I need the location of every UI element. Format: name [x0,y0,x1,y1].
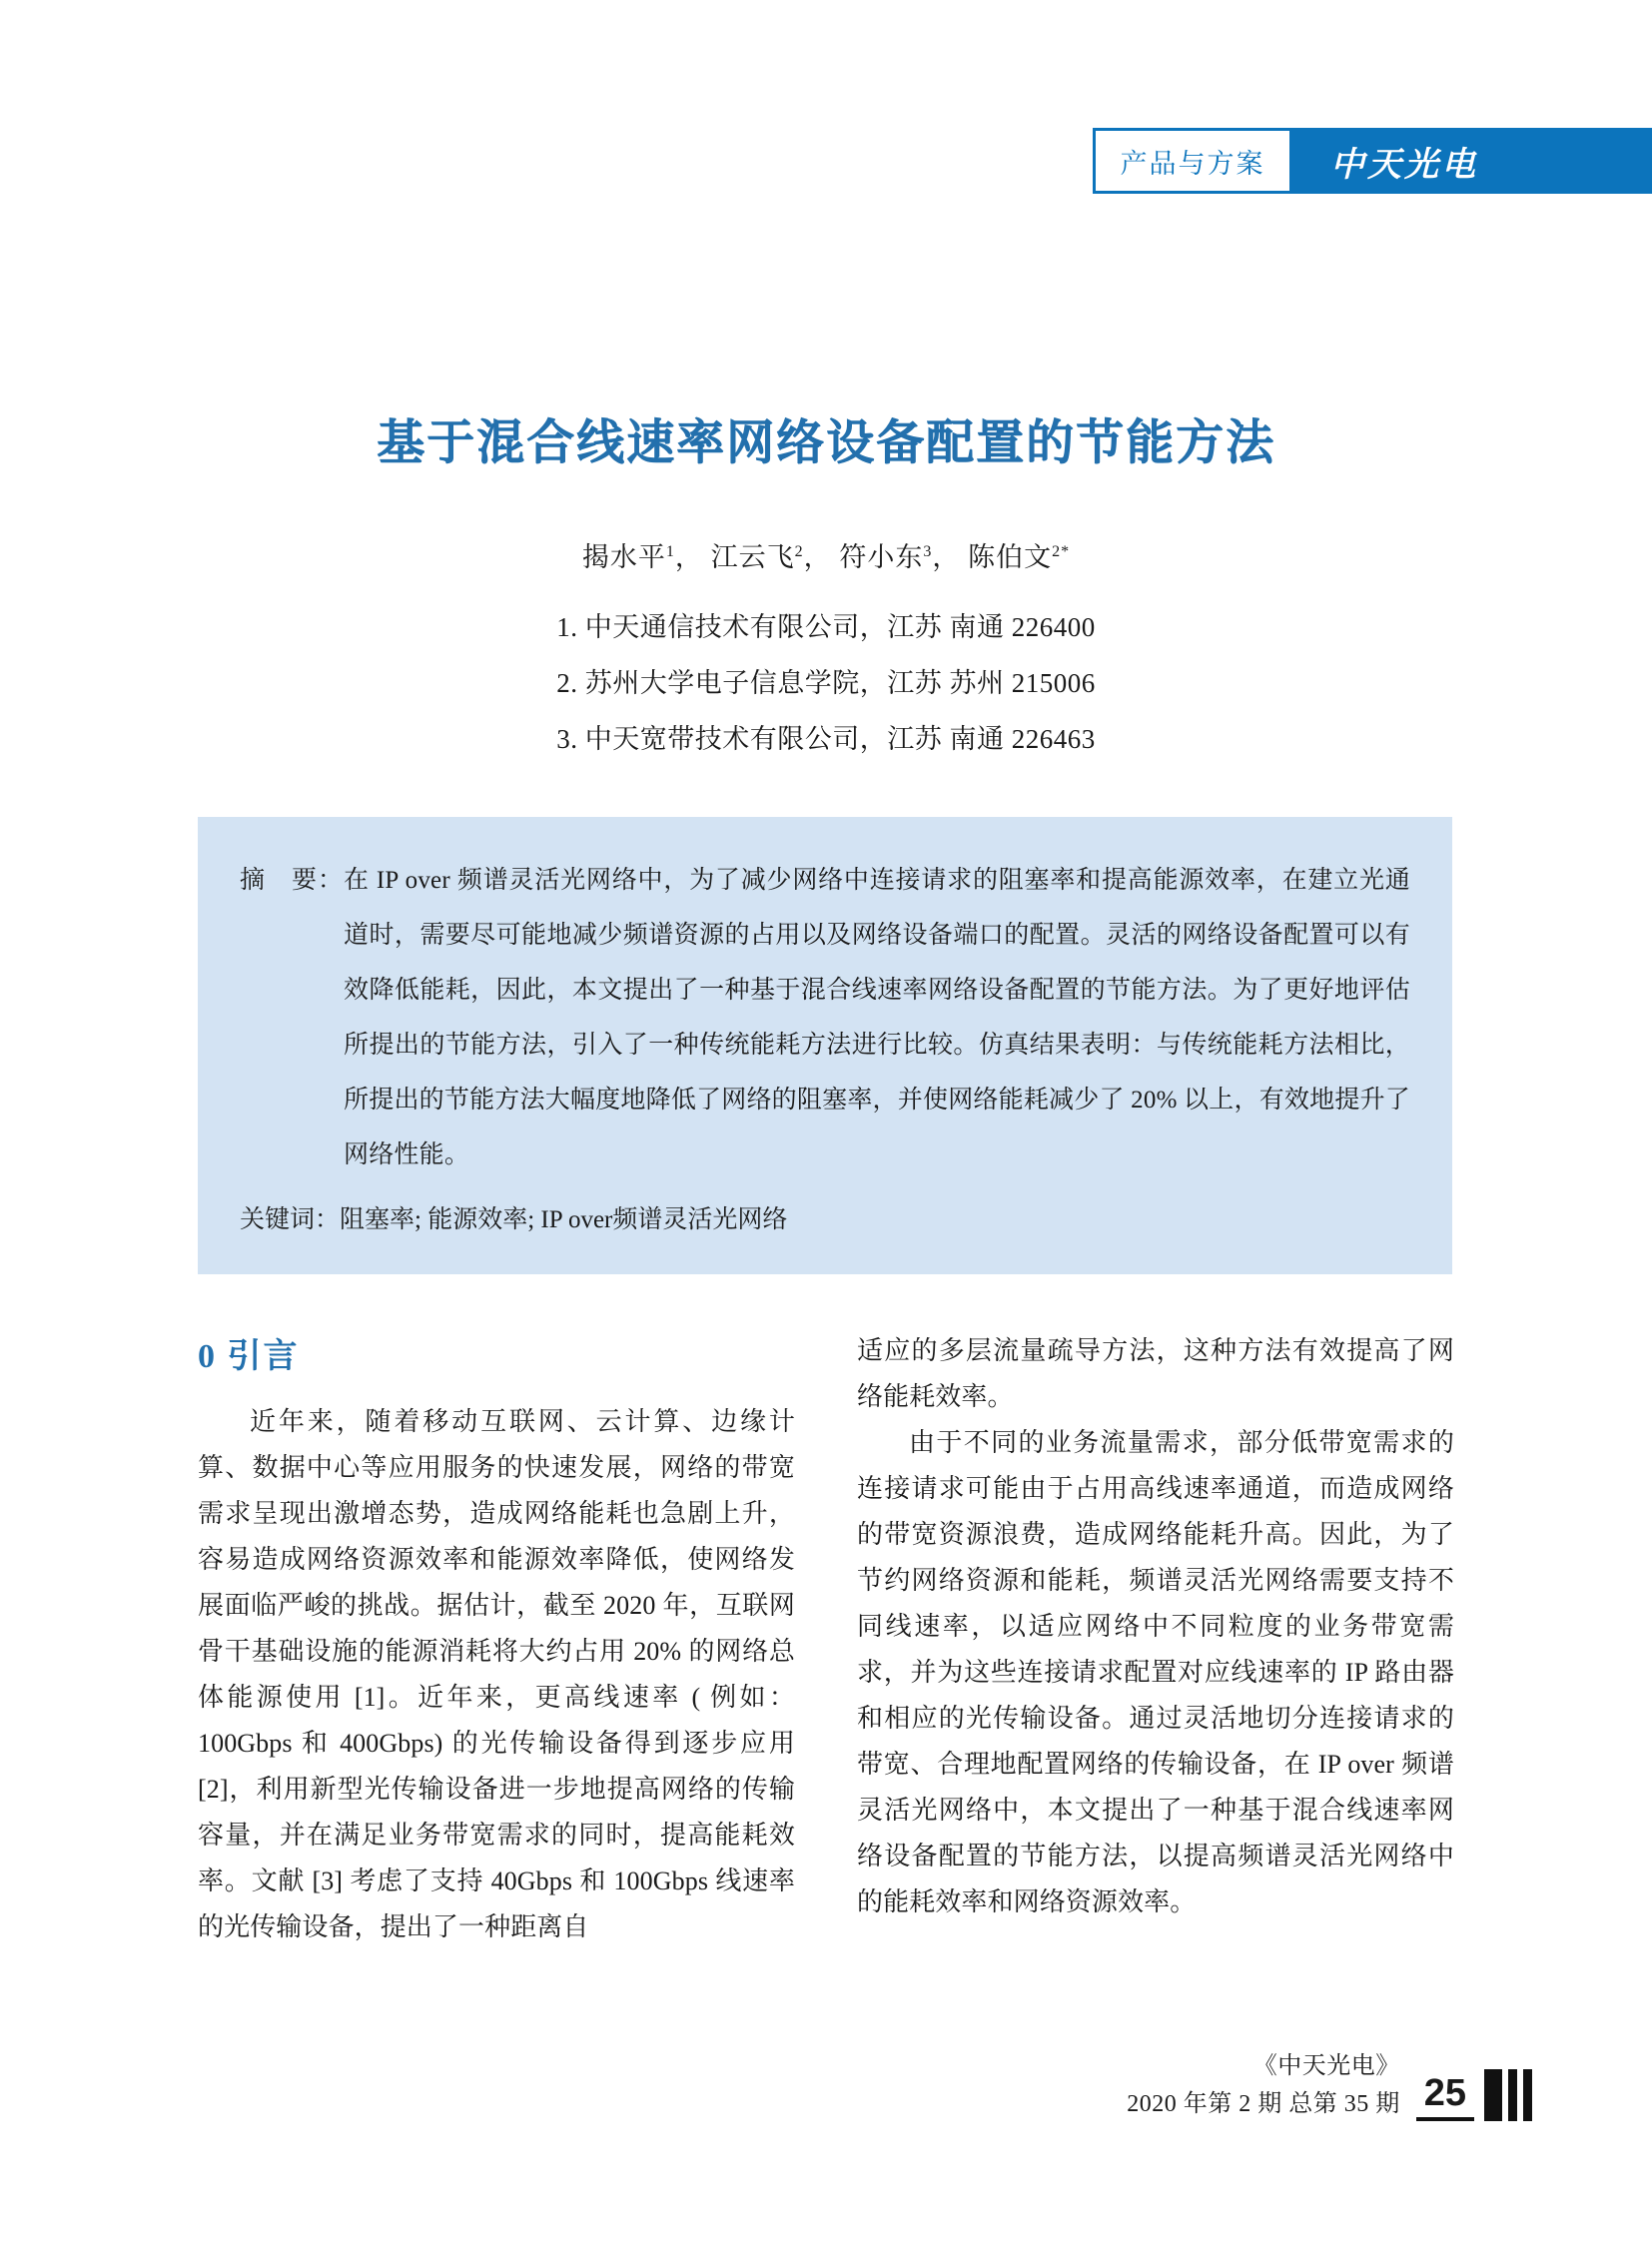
left-column [198,1328,795,2007]
right-column [857,1328,1454,2007]
abstract-box [198,817,1452,1274]
brand-bar [1292,128,1652,194]
page-bars-decoration [1484,2069,1532,2121]
title-block [0,403,1652,472]
bar-decoration-icon [1484,2069,1502,2121]
paragraph: 由于不同的业务流量需求，部分低带宽需求的连接请求可能由于占用高线速率通道，而造成网络的带宽资源浪费，造成网络能耗升高。因此，为了节约网络资源和能耗，频谱灵活光网络需要支持不同线速率，以适应网络中不同粒度的业务带宽需求，并为这些连接请求配置对应线速率的 IP 路由器和相应的光传输设备。通过灵活地切分连接请求的带宽、合理地配置网络的传输设备，在 IP over 频谱灵活光网络中，本文提出了一种基于混合线速率网络设备配置的节能方法，以提高频谱灵活光网络中的能耗效率和网络资源效率。 [857,1428,1454,1916]
keywords-label: 关键词： [240,1206,341,1233]
affiliation-item: 3. 中天宽带技术有限公司，江苏 南通 226463 [556,724,1096,754]
bar-decoration-icon [1523,2069,1532,2121]
author-name-3: 符小东 [839,542,924,572]
footer-journal-name: 《中天光电》 [1252,2053,1400,2079]
author-list: 揭水平$^1$， 江云飞$^2$， 符小东$^3$， 陈伯文$^{2*}$ [581,542,1071,572]
abstract-label: 摘 要： [240,867,345,894]
author-sup-2: 2 [794,543,804,560]
page-title: 基于混合线速率网络设备配置的节能方法 [376,416,1275,469]
keywords-text: 阻塞率; 能源效率; IP over频谱灵活光网络 [340,1206,788,1233]
footer-issue-info: 2020 年第 2 期 总第 35 期 [1127,2091,1400,2117]
author-name-2: 江云飞 [710,542,795,572]
header-group [1093,128,1652,194]
page-header [0,128,1652,194]
footer-text [1127,2047,1400,2123]
paragraph: 适应的多层流量疏导方法，这种方法有效提高了网络能耗效率。 [857,1336,1454,1411]
body-columns [198,1328,1456,2007]
affiliation-item: 2. 苏州大学电子信息学院，江苏 苏州 215006 [556,668,1096,698]
affiliation-item: 1. 中天通信技术有限公司，江苏 南通 226400 [556,612,1096,642]
section-heading-introduction: 0 引言 [198,1338,300,1375]
abstract-row [240,853,1410,1182]
page-footer [1127,2047,1532,2123]
author-sup-1: 1 [665,543,675,560]
keywords-row [240,1196,1410,1244]
author-sup-4: 2* [1052,543,1071,560]
page-number-group [1416,2069,1532,2123]
brand-logo-text: 中天光电 [1330,146,1478,184]
author-name-1: 揭水平 [581,542,666,572]
author-sup-3: 3 [923,543,933,560]
paragraph: 近年来，随着移动互联网、云计算、边缘计算、数据中心等应用服务的快速发展，网络的带宽需求呈现出激增态势，造成网络能耗也急剧上升，容易造成网络资源效率和能源效率降低，使网络发展面临严峻的挑战。据估计，截至 2020 年，互联网骨干基础设施的能源消耗将大约占用 20% 的网络总体能源使用 [1]。近年来，更高线速率 ( 例如：100Gbps 和 400Gbps) 的光传输设备得到逐步应用 [2]，利用新型光传输设备进一步地提高网络的传输容量，并在满足业务带宽需求的同时，提高能耗效率。文献 [3] 考虑了支持 40Gbps 和 100Gbps 线速率的光传输设备，提出了一种距离自 [198,1407,795,1941]
page-number: 25 [1416,2071,1474,2121]
author-name-4: 陈伯文 [968,542,1053,572]
bar-decoration-icon [1508,2069,1517,2121]
abstract-text: 在 IP over 频谱灵活光网络中，为了减少网络中连接请求的阻塞率和提高能源效率，在建立光通道时，需要尽可能地减少频谱资源的占用以及网络设备端口的配置。灵活的网络设备配置可以有效降低能耗，因此，本文提出了一种基于混合线速率网络设备配置的节能方法。为了更好地评估所提出的节能方法，引入了一种传统能耗方法进行比较。仿真结果表明：与传统能耗方法相比，所提出的节能方法大幅度地降低了网络的阻塞率，并使网络能耗减少了 20% 以上，有效地提升了网络性能。 [344,867,1410,1168]
affiliation-list [0,599,1652,767]
section-tab: 产品与方案 [1093,128,1292,194]
